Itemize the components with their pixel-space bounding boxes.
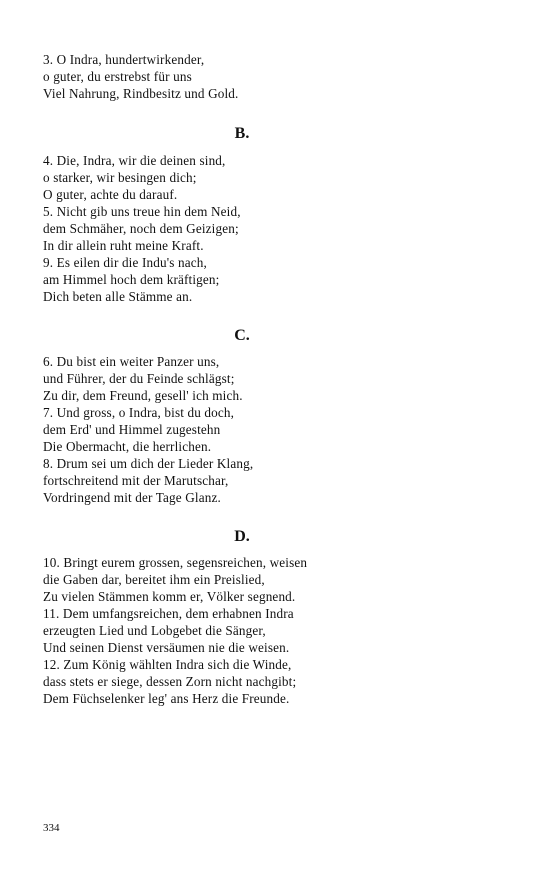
verse-line: am Himmel hoch dem kräftigen; [43, 272, 220, 287]
verse-line: Dem Füchselenker leg' ans Herz die Freunde. [43, 691, 290, 706]
section-heading-b: B. [234, 125, 250, 142]
section-heading-c: C. [234, 327, 250, 344]
verse-line: Und seinen Dienst versäumen nie die weisen. [43, 640, 290, 655]
verse-line: 11. Dem umfangsreichen, dem erhabnen Indra [43, 606, 294, 621]
verse-line: dem Erd' und Himmel zugestehn [43, 422, 221, 437]
verse-line: In dir allein ruht meine Kraft. [43, 238, 204, 253]
verse-line: o starker, wir besingen dich; [43, 170, 197, 185]
verse-block-b [43, 152, 513, 305]
verse-line: Zu dir, dem Freund, gesell' ich mich. [43, 388, 243, 403]
verse-line: Dich beten alle Stämme an. [43, 289, 193, 304]
verse-line: 5. Nicht gib uns treue hin dem Neid, [43, 204, 241, 219]
verse-line: O guter, achte du darauf. [43, 187, 178, 202]
verse-block-d [43, 554, 513, 707]
verse-line: Zu vielen Stämmen komm er, Völker segnend. [43, 589, 296, 604]
verse-line: o guter, du erstrebst für uns [43, 69, 192, 84]
verse-block-a [43, 51, 513, 102]
verse-line: dass stets er siege, dessen Zorn nicht nachgibt; [43, 674, 297, 689]
verse-line: 7. Und gross, o Indra, bist du doch, [43, 405, 235, 420]
verse-line: Viel Nahrung, Rindbesitz und Gold. [43, 86, 239, 101]
section-heading-d: D. [234, 528, 250, 545]
verse-line: dem Schmäher, noch dem Geizigen; [43, 221, 239, 236]
verse-line: die Gaben dar, bereitet ihm ein Preislied, [43, 572, 265, 587]
verse-line: 8. Drum sei um dich der Lieder Klang, [43, 456, 254, 471]
verse-line: Vordringend mit der Tage Glanz. [43, 490, 221, 505]
verse-block-c [43, 353, 513, 506]
verse-line: 4. Die, Indra, wir die deinen sind, [43, 153, 226, 168]
verse-line: fortschreitend mit der Marutschar, [43, 473, 229, 488]
verse-line: Die Obermacht, die herrlichen. [43, 439, 212, 454]
verse-line: 10. Bringt eurem grossen, segensreichen, weisen [43, 555, 308, 570]
verse-line: und Führer, der du Feinde schlägst; [43, 371, 235, 386]
verse-line: 12. Zum König wählten Indra sich die Winde, [43, 657, 292, 672]
verse-line: 3. O Indra, hundertwirkender, [43, 52, 205, 67]
verse-line: 9. Es eilen dir die Indu's nach, [43, 255, 207, 270]
page-number: 334 [43, 822, 60, 834]
verse-line: 6. Du bist ein weiter Panzer uns, [43, 354, 220, 369]
verse-line: erzeugten Lied und Lobgebet die Sänger, [43, 623, 266, 638]
